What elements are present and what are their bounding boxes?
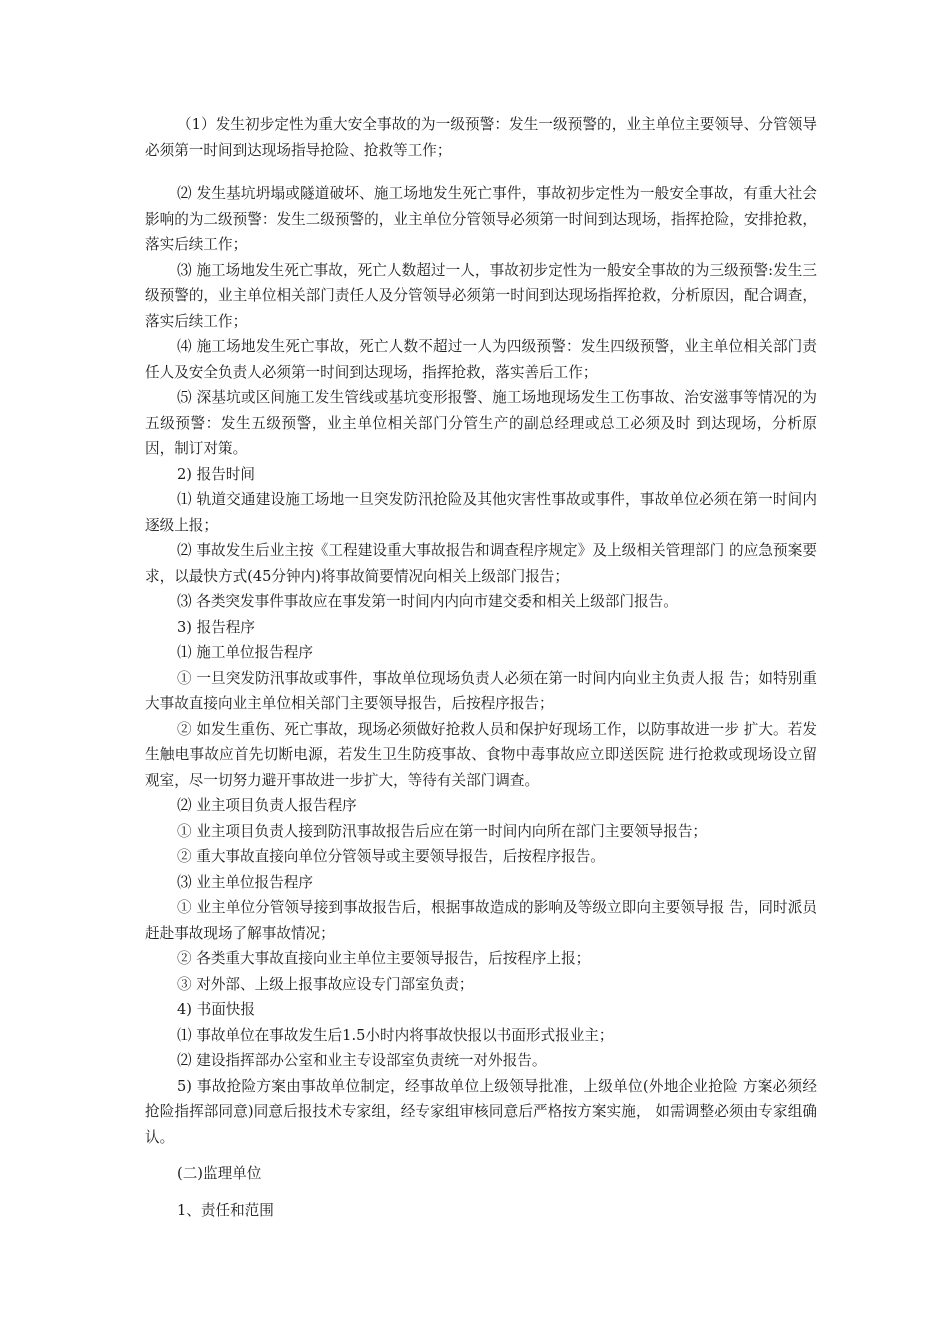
- paragraph-contractor-step-2: ② 如发生重伤、死亡事故，现场必须做好抢救人员和保护好现场工作，以防事故进一步 扩大。若发生触电事故应首先切断电源，若发生卫生防疫事故、食物中毒事故应立即送医院 进行抢救或现场设立留观室，尽一切努力避开事故进一步扩大，等待有关部门调查。: [145, 720, 817, 789]
- paragraph-owner-unit-step-1: ① 业主单位分管领导接到事故报告后，根据事故造成的影响及等级立即向主要领导报 告，同时派员赶赴事故现场了解事故情况；: [145, 899, 817, 942]
- subheading-owner-project-procedure: ⑵ 业主项目负责人报告程序: [177, 797, 357, 814]
- paragraph-owner-unit-step-2: ② 各类重大事故直接向业主单位主要领导报告，后按程序上报；: [177, 950, 591, 967]
- paragraph-rescue-plan: 5) 事故抢险方案由事故单位制定，经事故单位上级领导批准，上级单位(外地企业抢险 方案必须经抢险指挥部同意)同意后报技术专家组，经专家组审核同意后严格按方案实施， 如需调整必须由专家组确认。: [145, 1077, 817, 1146]
- paragraph-level-3-warning: ⑶ 施工场地发生死亡事故，死亡人数超过一人，事故初步定性为一般安全事故的为三级预警:发生三级预警的，业主单位相关部门责任人及分管领导必须第一时间到达现场指挥抢救，分析原因，配合调查，落实后续工作；: [145, 261, 817, 330]
- paragraph-written-report-1: ⑴ 事故单位在事故发生后1.5小时内将事故快报以书面形式报业主；: [177, 1026, 614, 1044]
- subheading-contractor-procedure: ⑴ 施工单位报告程序: [177, 644, 313, 661]
- paragraph-written-report-2: ⑵ 建设指挥部办公室和业主专设部室负责统一对外报告。: [177, 1052, 547, 1069]
- document-body: [145, 112, 817, 1223]
- heading-report-procedure: 3) 报告程序: [177, 618, 255, 636]
- paragraph-level-4-warning: ⑷ 施工场地发生死亡事故，死亡人数不超过一人为四级预警：发生四级预警，业主单位相关部门责任人及安全负责人必须第一时间到达现场，指挥抢救，落实善后工作；: [145, 338, 817, 381]
- paragraph-level-2-warning: ⑵ 发生基坑坍塌或隧道破坏、施工场地发生死亡事件，事故初步定性为一般安全事故，有重大社会影响的为二级预警：发生二级预警的，业主单位分管领导必须第一时间到达现场，指挥抢险，安排抢救，落实后续工作；: [145, 185, 817, 253]
- paragraph-report-time-2: ⑵ 事故发生后业主按《工程建设重大事故报告和调查程序规定》及上级相关管理部门 的应急预案要求，以最快方式(45分钟内)将事故简要情况向相关上级部门报告；: [145, 542, 817, 585]
- paragraph-contractor-step-1: ① 一旦突发防汛事故或事件，事故单位现场负责人必须在第一时间内向业主负责人报 告；如特别重大事故直接向业主单位相关部门主要领导报告，后按程序报告；: [145, 669, 817, 712]
- paragraph-owner-unit-step-3: ③ 对外部、上级上报事故应设专门部室负责；: [177, 975, 474, 993]
- paragraph-level-1-warning: （1）发生初步定性为重大安全事故的为一级预警：发生一级预警的，业主单位主要领导、分管领导必须第一时间到达现场指导抢险、抢救等工作；: [145, 116, 817, 159]
- paragraph-owner-project-step-1: ① 业主项目负责人接到防汛事故报告后应在第一时间内向所在部门主要领导报告；: [177, 822, 708, 840]
- heading-written-report: 4) 书面快报: [177, 1001, 255, 1018]
- section-heading-responsibility: 1、责任和范围: [177, 1201, 274, 1219]
- subheading-owner-unit-procedure: ⑶ 业主单位报告程序: [177, 873, 313, 891]
- section-heading-supervision: (二)监理单位: [177, 1165, 262, 1182]
- paragraph-report-time-3: ⑶ 各类突发事件事故应在事发第一时间内内向市建交委和相关上级部门报告。: [177, 593, 678, 610]
- paragraph-report-time-1: ⑴ 轨道交通建设施工场地一旦突发防汛抢险及其他灾害性事故或事件，事故单位必须在第一时间内逐级上报；: [145, 491, 817, 534]
- paragraph-level-5-warning: ⑸ 深基坑或区间施工发生管线或基坑变形报警、施工场地现场发生工伤事故、治安滋事等情况的为五级预警：发生五级预警，业主单位相关部门分管生产的副总经理或总工必须及时 到达现场，分析原因，制订对策。: [145, 389, 817, 457]
- paragraph-owner-project-step-2: ② 重大事故直接向单位分管领导或主要领导报告，后按程序报告。: [177, 848, 605, 865]
- heading-report-time: 2) 报告时间: [177, 465, 255, 483]
